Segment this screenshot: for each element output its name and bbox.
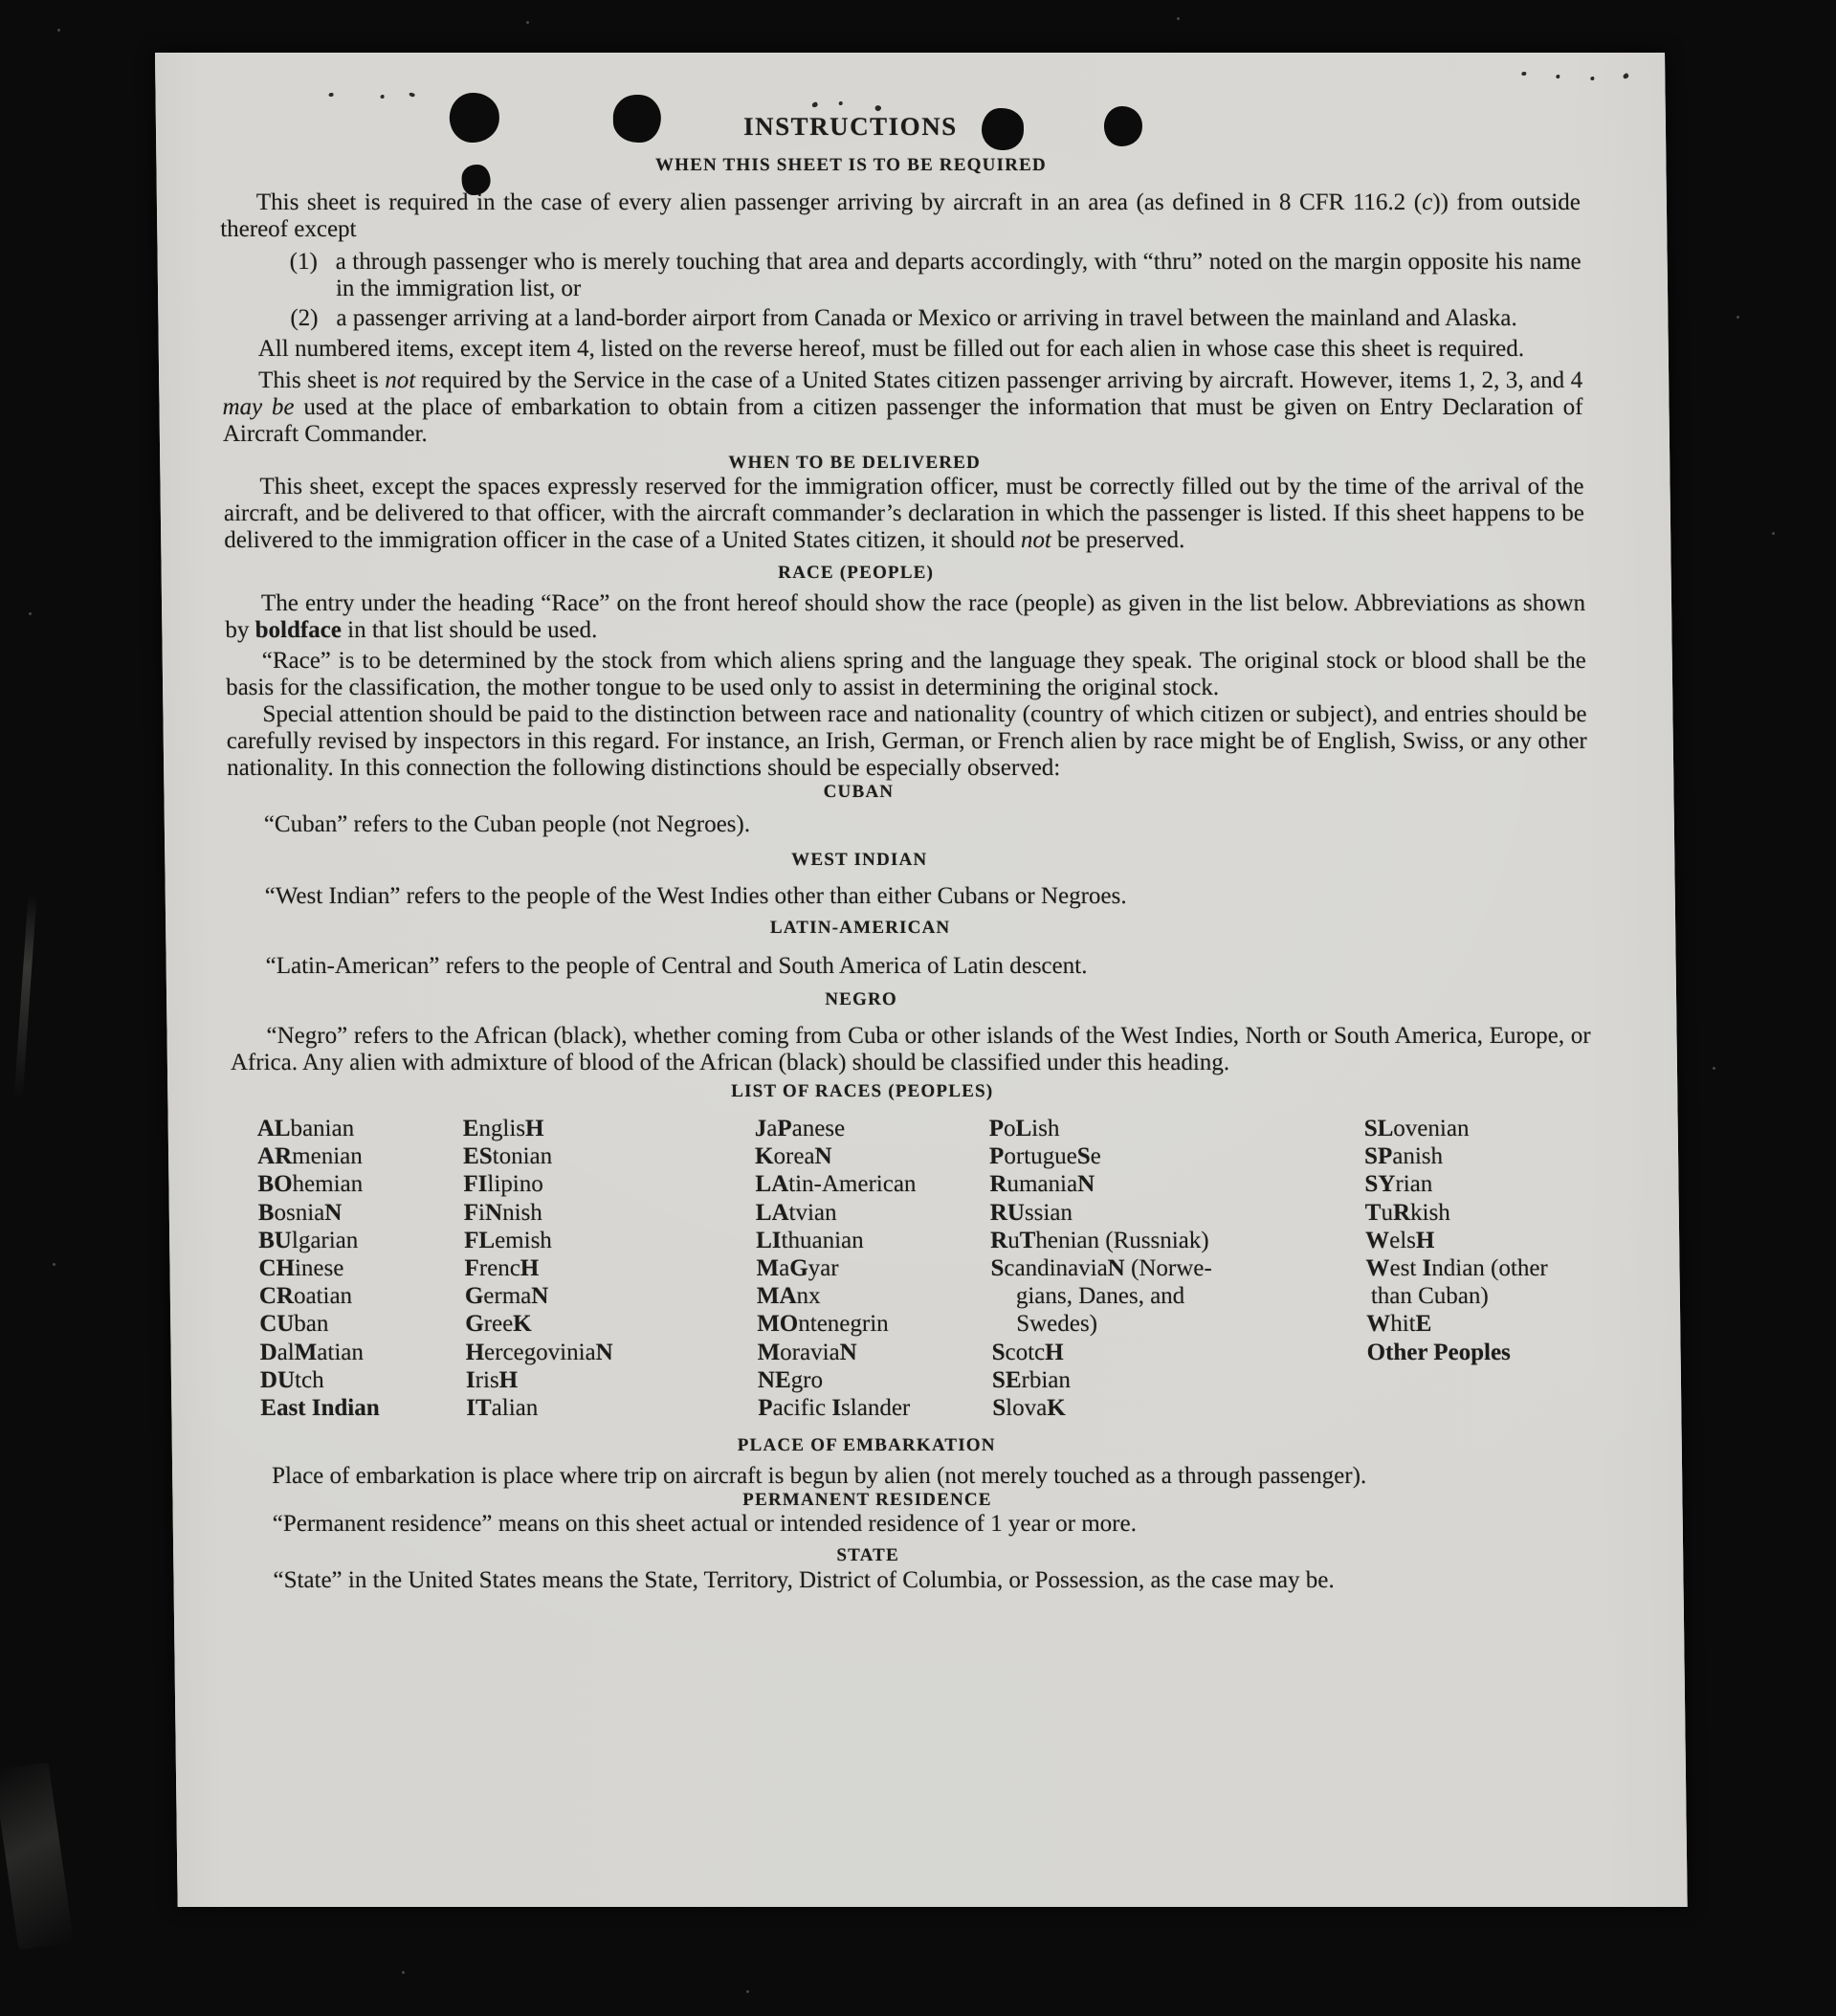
race-list-column-4 bbox=[989, 1115, 1368, 1422]
scan-speck bbox=[526, 21, 529, 24]
section-heading-embarkation: PLACE OF EMBARKATION bbox=[737, 1435, 996, 1455]
race-item: CHinese bbox=[258, 1255, 344, 1282]
race-item: FIlipino bbox=[463, 1171, 543, 1198]
document-page bbox=[155, 53, 1688, 1907]
paragraph-race-entry: The entry under the heading “Race” on the front hereof should show the race (people) as given in the list below. Abbreviations as shown by boldface in that list should be used. bbox=[225, 590, 1586, 643]
race-list-column-3 bbox=[755, 1115, 988, 1422]
list-item-1 bbox=[221, 249, 1582, 302]
race-item: SLovenian bbox=[1363, 1116, 1470, 1141]
document-text bbox=[218, 53, 1598, 1594]
race-item: NEgro bbox=[757, 1366, 824, 1393]
list-item-2 bbox=[221, 305, 1582, 332]
race-item: SErbian bbox=[991, 1366, 1072, 1393]
scan-speck bbox=[1177, 17, 1180, 20]
scan-speck bbox=[746, 1990, 749, 1993]
race-item: West Indian (other than Cuban) bbox=[1365, 1255, 1548, 1310]
race-item: PortugueSe bbox=[988, 1143, 1101, 1170]
race-item: MAnx bbox=[756, 1283, 821, 1310]
race-item: BUlgarian bbox=[258, 1227, 359, 1253]
section-heading-cuban: CUBAN bbox=[823, 782, 895, 802]
paragraph-embarkation: Place of embarkation is place where trip on aircraft is begun by alien (not merely touched as a through passenger). bbox=[272, 1463, 1367, 1489]
race-list bbox=[232, 1115, 1596, 1422]
paragraph-residence: “Permanent residence” means on this sheet actual or intended residence of 1 year or more. bbox=[272, 1511, 1138, 1537]
race-item: SPanish bbox=[1363, 1143, 1444, 1170]
race-item: SlovaK bbox=[992, 1395, 1066, 1422]
race-item: TuRkish bbox=[1364, 1199, 1450, 1226]
scan-speck bbox=[402, 1971, 405, 1974]
race-item: IrisH bbox=[465, 1366, 519, 1393]
scan-speck bbox=[1713, 1067, 1715, 1070]
scan-scratch bbox=[14, 895, 37, 1100]
race-item: ScandinaviaN (Norwe- gians, Danes, and Swedes) bbox=[990, 1255, 1212, 1338]
scan-speck bbox=[57, 29, 60, 32]
paragraph-when-delivered: This sheet, except the spaces expressly reserved for the immigration officer, must be correctly filled out by the time of the arrival of the aircraft, and be delivered to that officer, with the aircraft commander’s declaration in which the passenger is listed. If this sheet happens to be delivered to the immigration officer in the case of a United States citizen, it should not be preserved. bbox=[223, 474, 1585, 553]
race-item: ITalian bbox=[466, 1395, 539, 1422]
race-item: PoLish bbox=[988, 1116, 1060, 1141]
race-item: GermaN bbox=[464, 1283, 549, 1310]
race-item: RUssian bbox=[989, 1199, 1073, 1226]
race-item: LAtvian bbox=[755, 1199, 837, 1226]
race-list-column-1 bbox=[257, 1115, 467, 1422]
race-item: RumaniaN bbox=[989, 1171, 1095, 1198]
race-item: ARmenian bbox=[256, 1143, 363, 1170]
paragraph-west-indian: “West Indian” refers to the people of the West Indies other than either Cubans or Negroes. bbox=[264, 883, 1127, 909]
race-list-column-2 bbox=[463, 1115, 754, 1422]
section-heading-residence: PERMANENT RESIDENCE bbox=[742, 1490, 992, 1510]
race-item: DUtch bbox=[259, 1366, 324, 1393]
scan-speck bbox=[1622, 73, 1629, 79]
race-item: WhitE bbox=[1366, 1311, 1432, 1338]
doc-title: INSTRUCTIONS bbox=[742, 112, 958, 141]
race-item: JaPanese bbox=[754, 1116, 846, 1141]
race-item: FLemish bbox=[464, 1227, 553, 1253]
paragraph-special-attention: Special attention should be paid to the distinction between race and nationality (country of which citizen or subject), and entries should be carefully revised by inspectors in this regard. For instance, an Irish, German, or French alien by race might be of English, Swiss, or any other nationality. In this connection the following distinctions should be especially observed: bbox=[226, 701, 1587, 781]
race-item: Other Peoples bbox=[1366, 1339, 1511, 1365]
paragraph-state: “State” in the United States means the State, Territory, District of Columbia, or Possession, as the case may be. bbox=[273, 1567, 1335, 1593]
race-item: BOhemian bbox=[257, 1171, 364, 1198]
race-item: SYrian bbox=[1364, 1171, 1433, 1198]
race-item: FrencH bbox=[464, 1255, 540, 1282]
race-item: CRoatian bbox=[258, 1283, 353, 1310]
race-item: Pacific Islander bbox=[758, 1395, 911, 1422]
section-heading-when-required: WHEN THIS SHEET IS TO BE REQUIRED bbox=[654, 155, 1047, 175]
paragraph-not-required: This sheet is not required by the Service in the case of a United States citizen passenger arriving by aircraft. However, items 1, 2, 3, and 4 may be used at the place of embarkation to obtain from a citizen passenger the information that must be given on Entry Declaration of Aircraft Commander. bbox=[222, 367, 1583, 447]
race-item: LAtin-American bbox=[755, 1171, 917, 1198]
paragraph-cuban: “Cuban” refers to the Cuban people (not Negroes). bbox=[263, 811, 751, 837]
race-item: LIthuanian bbox=[756, 1227, 864, 1253]
scan-speck bbox=[29, 612, 32, 615]
race-item: East Indian bbox=[260, 1395, 380, 1422]
section-heading-negro: NEGRO bbox=[825, 989, 898, 1009]
item-text: a passenger arriving at a land-border airport from Canada or Mexico or arriving in travel between the mainland and Alaska. bbox=[336, 305, 1517, 331]
scan-speck bbox=[53, 1263, 55, 1266]
race-item: FiNnish bbox=[463, 1199, 542, 1226]
paragraph-all-items: All numbered items, except item 4, listed on the reverse hereof, must be filled out for each alien in whose case this sheet is required. bbox=[257, 336, 1525, 362]
scan-speck bbox=[1736, 316, 1739, 319]
race-list-column-5 bbox=[1364, 1115, 1595, 1366]
item-number: (1) bbox=[289, 249, 318, 275]
race-item: CUban bbox=[259, 1311, 329, 1338]
paragraph-negro: “Negro” refers to the African (black), whether coming from Cuba or other islands of the West Indies, North or South America, Europe, or Africa. Any alien with admixture of blood of the African (black) should be classified under this heading. bbox=[230, 1023, 1591, 1075]
item-number: (2) bbox=[290, 305, 319, 331]
race-item: MoraviaN bbox=[757, 1339, 857, 1365]
race-item: KoreaN bbox=[754, 1143, 832, 1170]
race-item: HercegoviniaN bbox=[465, 1339, 613, 1365]
section-heading-state: STATE bbox=[836, 1545, 900, 1565]
section-heading-west-indian: WEST INDIAN bbox=[791, 850, 928, 870]
race-item: ScotcH bbox=[991, 1339, 1064, 1365]
race-item: BosniaN bbox=[257, 1199, 343, 1226]
race-item: DalMatian bbox=[259, 1339, 365, 1365]
race-item: EnglisH bbox=[462, 1116, 544, 1141]
scan-speck bbox=[1590, 77, 1594, 80]
item-text: a through passenger who is merely touching that area and departs accordingly, with “thru” noted on the margin opposite his name in the immigration list, or bbox=[335, 249, 1582, 301]
scan-scratch bbox=[0, 1762, 74, 1950]
section-heading-latin-american: LATIN-AMERICAN bbox=[769, 918, 951, 938]
race-item: GreeK bbox=[465, 1311, 532, 1338]
section-heading-list-of-races: LIST OF RACES (PEOPLES) bbox=[731, 1081, 994, 1101]
race-item: MOntenegrin bbox=[757, 1311, 889, 1338]
race-item: WelsH bbox=[1365, 1227, 1435, 1253]
section-heading-when-delivered: WHEN TO BE DELIVERED bbox=[728, 453, 982, 473]
race-item: EStonian bbox=[462, 1143, 553, 1170]
race-item: MaGyar bbox=[756, 1255, 839, 1282]
paragraph-race-determined: “Race” is to be determined by the stock from which aliens spring and the language they speak. The original stock or blood shall be the basis for the classification, the mother tongue to be used only to assist in determining the original stock. bbox=[225, 648, 1586, 700]
section-heading-race: RACE (PEOPLE) bbox=[778, 563, 935, 583]
paragraph-required-intro: This sheet is required in the case of every alien passenger arriving by aircraft in an area (as defined in 8 CFR 116.2 (c)) from outside thereof except bbox=[220, 189, 1582, 242]
race-item: RuThenian (Russniak) bbox=[990, 1227, 1209, 1253]
scan-speck bbox=[1772, 532, 1775, 535]
paragraph-latin-american: “Latin-American” refers to the people of Central and South America of Latin descent. bbox=[265, 953, 1088, 979]
race-item: ALbanian bbox=[256, 1116, 355, 1141]
